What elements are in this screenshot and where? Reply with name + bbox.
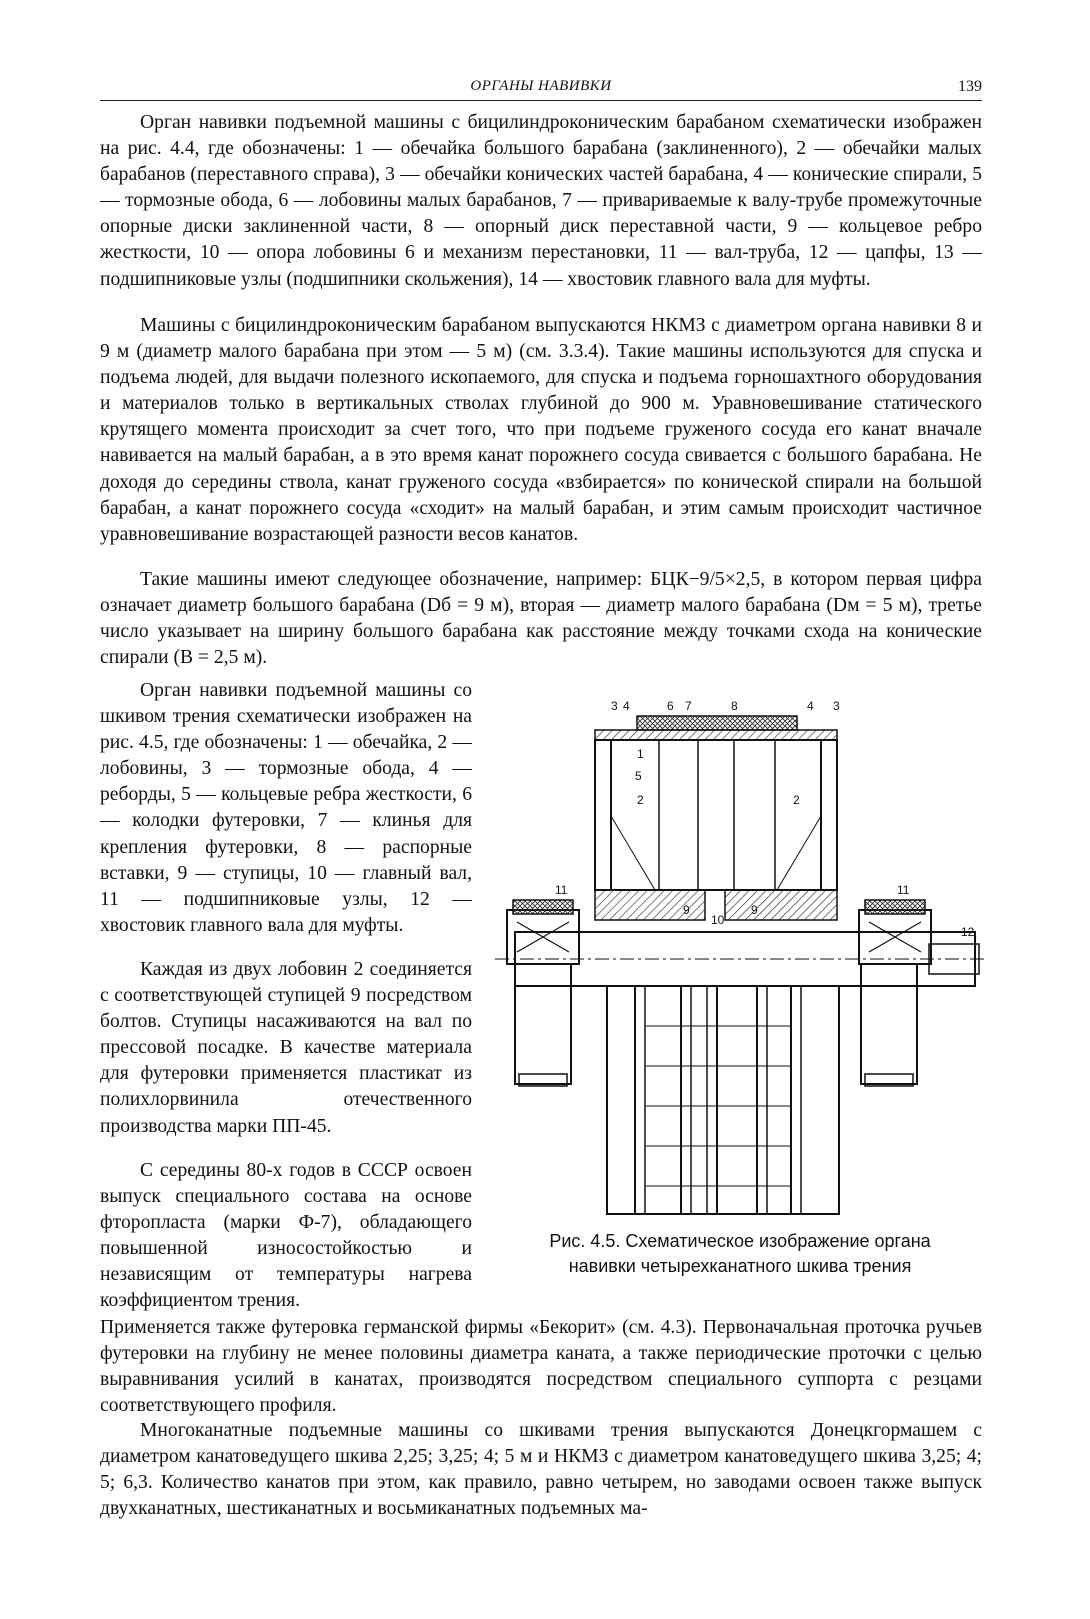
paragraph-bekorit: Применяется также футеровка германской фирмы «Бекорит» (см. 4.3). Первоначальная проточка ручьев футеровки на глубину не менее половины диаметра каната, а также периодические проточки с целью выравнивания усилий в канатах, производятся посредством специального суппорта с резцами соответствующего профиля. (100, 1317, 982, 1417)
figure-label: 4 (623, 699, 630, 713)
figure-label: 5 (635, 769, 642, 783)
figure-label: 10 (711, 913, 725, 927)
figure-friction-pulley-diagram (485, 696, 997, 1231)
figure-label: 2 (793, 793, 800, 807)
figure-label: 3 (611, 699, 618, 713)
figure-label: 7 (685, 699, 692, 713)
lining-blocks (637, 716, 797, 730)
running-header (100, 78, 982, 101)
page-number: 139 (958, 78, 982, 95)
caption-line-1: Рис. 4.5. Схематическое изображение органа (549, 1231, 931, 1251)
drum-body (595, 740, 837, 890)
brake-rim-left (515, 964, 571, 1084)
caption-line-2: навивки четырехканатного шкива трения (568, 1256, 912, 1276)
figure-label: 4 (807, 699, 814, 713)
figure-label: 9 (751, 903, 758, 917)
paragraph-multirope-machines: Многоканатные подъемные машины со шкивами трения выпускаются Донецкгормашем с диаметром канатоведущего шкива 2,25; 3,25; 4; 5 м и НКМЗ с диаметром канатоведущего шкива 3,25; 4; 5; 6,3. Количество канатов при этом, как правило, равно четырем, но заводами освоен также выпуск двухканатных, шестиканатных и восьмиканатных подъемных ма- (100, 1420, 982, 1520)
figure-label: 6 (667, 699, 674, 713)
paragraph-friction-pulley: Орган навивки подъемной машины со шкивом трения схематически изображен на рис. 4.5, где обозначены: 1 — обечайка, 2 — лобовины, 3 — тормозные обода, 4 — реборды, 5 — кольцевые ребра жесткости, 6 — колодки футеровки, 7 — клинья для крепления футеровки, 8 — распорные вставки, 9 — ступицы, 10 — главный вал, 11 — подшипниковые узлы, 12 — хвостовик главного вала для муфты. (100, 680, 472, 936)
figure-label: 9 (683, 903, 690, 917)
paragraph-nkmz-machines: Машины с бицилиндроконическим барабаном выпускаются НКМЗ с диаметром органа навивки 8 и 9 м (диаметр малого барабана при этом — 5 м) (см. 3.3.4). Такие машины используются для спуска и подъема людей, для выдачи полезного ископаемого, для спуска и подъема горношахтного оборудования и материалов только в вертикальных стволах глубиной до 900 м. Уравновешивание статического крутящего момента происходит за счет того, что при подъеме груженого сосуда его канат вначале навивается на малый барабан, а в это время канат порожнего сосуда свивается с большого барабана. Не доходя до середины ствола, канат груженого сосуда «взбирается» по конической спирали на большой барабан, а канат порожнего сосуда «сходит» на малый барабан, и этим самым происходит частичное уравновешивание возрастающей разности весов канатов. (100, 315, 982, 545)
paragraph-fluoroplastic: С середины 80-х годов в СССР освоен выпуск специального состава на основе фторопласта (марки Ф-7), обладающего повышенной износостойкостью и независящим от температуры нагрева коэффициентом трения. (100, 1160, 472, 1312)
brake-rim-right (861, 964, 917, 1084)
figure-label: 11 (555, 883, 568, 897)
pulley-discs (607, 986, 839, 1214)
figure-label: 8 (731, 699, 738, 713)
paragraph-drum-description: Орган навивки подъемной машины с бицилиндроконическим барабаном схематически изображен на рис. 4.4, где обозначены: 1 — обечайка большого барабана (заклиненного), 2 — обечайки малых барабанов (переставного справа), 3 — обечайки конических частей барабана, 4 — конические спирали, 5 — тормозные обода, 6 — лобовины малых барабанов, 7 — привариваемые к валу-трубе промежуточные опорные диски заклиненной части, 8 — опорный диск переставной части, 9 — кольцевое ребро жесткости, 10 — опора лобовины 6 и механизм перестановки, 11 — вал-труба, 12 — цапфы, 13 — подшипниковые узлы (подшипники скольжения), 14 — хвостовик главного вала для муфты. (100, 112, 982, 290)
figure-caption (490, 1229, 990, 1279)
figure-label: 2 (637, 793, 644, 807)
shell (595, 730, 837, 740)
figure-label: 3 (833, 699, 840, 713)
hub-right (725, 890, 837, 920)
figure-label: 12 (961, 925, 975, 939)
figure-label: 11 (897, 883, 910, 897)
paragraph-designation: Такие машины имеют следующее обозначение, например: БЦК−9/5×2,5, в котором первая цифра означает диаметр большого барабана (Dб = 9 м), вторая — диаметр малого барабана (Dм = 5 м), третье число указывает на ширину большого барабана как расстояние между точками схода на конические спирали (B = 2,5 м). (100, 569, 982, 669)
paragraph-faceplates: Каждая из двух лобовин 2 соединяется с соответствующей ступицей 9 посредством болтов. Ступицы насаживаются на вал по прессовой посадке. В качестве материала для футеровки применяется пластикат из полихлорвинила отечественного производства марки ПП-45. (100, 959, 472, 1137)
running-header-title: ОРГАНЫ НАВИВКИ (470, 78, 612, 94)
figure-label: 1 (637, 747, 644, 761)
